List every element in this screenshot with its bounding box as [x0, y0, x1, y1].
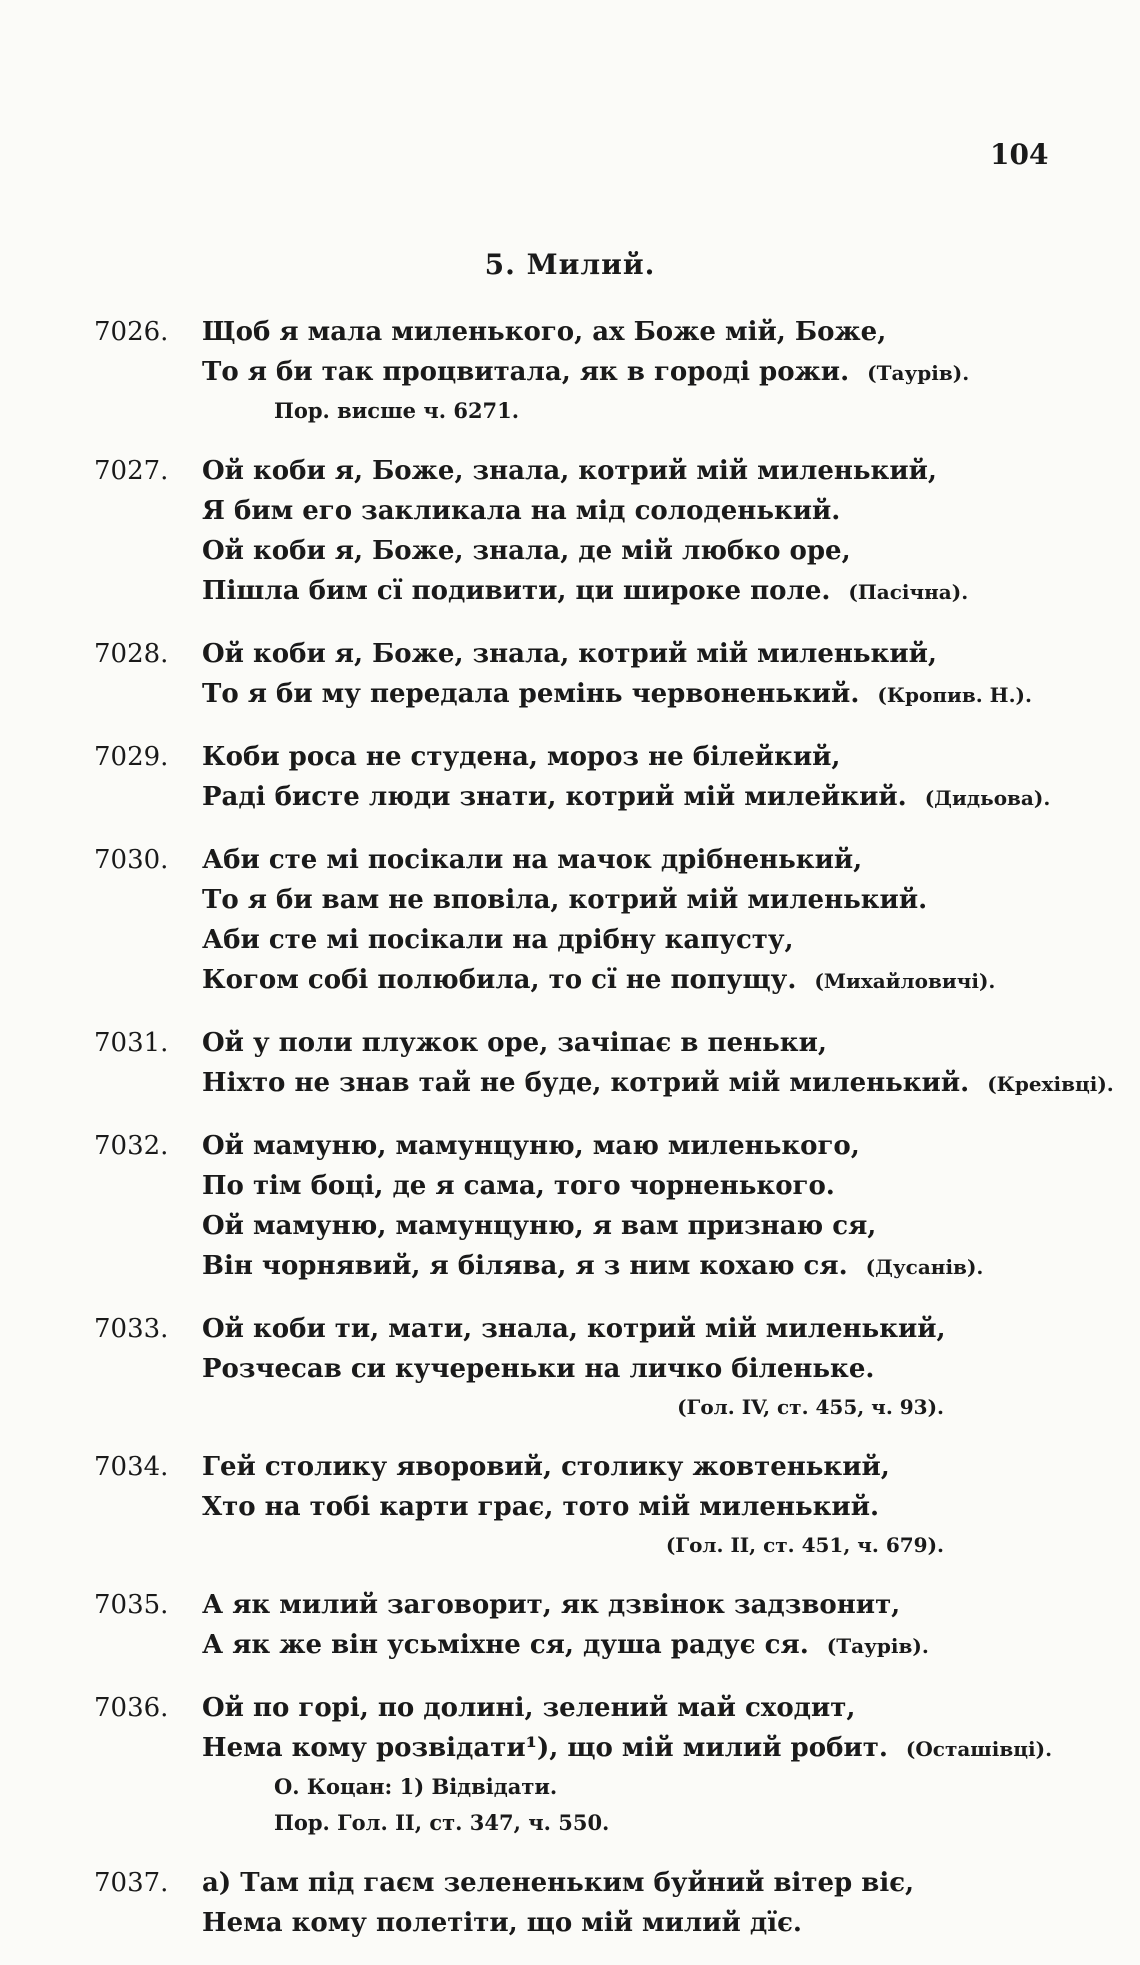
verse-line	[202, 777, 1054, 818]
song-entry	[94, 1447, 1054, 1563]
verse-text: А як же він усьміхне ся, душа радує ся.	[202, 1630, 809, 1660]
verse-text: Хто на тобі карти грає, тото мій миленький.	[202, 1492, 880, 1522]
verse-line	[202, 1487, 1054, 1527]
verse-text: Я бим его закликала на мід солоденький.	[202, 496, 841, 526]
verse-text: Когом собі полюбила, то сї не попущу.	[202, 965, 797, 995]
entry-number: 7036.	[94, 1693, 169, 1723]
verse-text: а) Там під гаєм зелененьким буйний вітер віє,	[202, 1868, 915, 1898]
entry-number: 7032.	[94, 1131, 169, 1161]
entry-number: 7035.	[94, 1590, 169, 1620]
verse-text: Ой коби я, Боже, знала, де мій любко оре,	[202, 536, 851, 566]
verse-text: Аби сте мі посікали на дрібну капусту,	[202, 925, 794, 955]
verse-text: По тім боці, де я сама, того чорненького.	[202, 1171, 835, 1201]
verse-line	[202, 1447, 1054, 1487]
entry-number: 7030.	[94, 845, 169, 875]
source-label: (Осташівці).	[905, 1737, 1053, 1761]
song-entry	[94, 1126, 1054, 1287]
entry-number: 7033.	[94, 1314, 169, 1344]
verse-line	[202, 1309, 1054, 1349]
verse-line	[202, 1063, 1114, 1104]
verse-line	[202, 737, 1054, 777]
verse-line	[202, 312, 1054, 352]
verse-line	[202, 1625, 1054, 1666]
page-number: 104	[990, 138, 1049, 171]
entry-number: 7037.	[94, 1868, 169, 1898]
verse-line	[202, 1349, 1054, 1389]
source-label: (Таурів).	[867, 361, 970, 385]
entry-number: 7027.	[94, 456, 169, 486]
verse-text: Щоб я мала миленького, ах Боже мій, Боже,	[202, 317, 887, 347]
source-label: (Крехівці).	[987, 1072, 1114, 1096]
verse-text: Пішла бим сї подивити, ци широке поле.	[202, 576, 831, 606]
song-list	[94, 312, 1114, 1965]
entry-note: О. Коцан: 1) Відвідати.	[274, 1774, 558, 1799]
verse-text: Нема кому розвідати¹), що мій милий робит.	[202, 1733, 888, 1763]
verse-line	[202, 674, 1054, 715]
verse-text: Розчесав си кучереньки на личко біленьке.	[202, 1354, 875, 1384]
entry-body	[202, 1863, 1054, 1943]
verse-text: Ніхто не знав тай не буде, котрий мій миленький.	[202, 1068, 970, 1098]
verse-text: То я би му передала ремінь червоненький.	[202, 679, 860, 709]
verse-line	[202, 1585, 1054, 1625]
song-entry	[94, 634, 1054, 715]
verse-text: То я би вам не вповіла, котрий мій миленький.	[202, 885, 928, 915]
entry-body	[202, 1023, 1114, 1104]
source-label: (Кропив. Н.).	[877, 683, 1032, 707]
verse-line	[202, 571, 1054, 612]
entry-body	[202, 737, 1054, 818]
song-entry	[94, 737, 1054, 818]
entry-body	[202, 634, 1054, 715]
source-reference: (Гол. II, ст. 451, ч. 679).	[665, 1533, 944, 1557]
song-entry	[94, 1863, 1054, 1943]
verse-line	[202, 1728, 1054, 1769]
song-entry	[94, 1309, 1054, 1425]
verse-line	[202, 491, 1054, 531]
source-label: (Таурів).	[826, 1634, 929, 1658]
entry-number: 7028.	[94, 639, 169, 669]
entry-body	[202, 1585, 1054, 1666]
entry-note: Пор. висше ч. 6271.	[274, 398, 520, 423]
source-label: (Пасічна).	[848, 580, 969, 604]
song-entry	[94, 1023, 1114, 1104]
entry-body	[202, 1126, 1054, 1287]
source-label: (Дидьова).	[924, 786, 1051, 810]
verse-line	[202, 1903, 1054, 1943]
verse-line	[202, 1126, 1054, 1166]
entry-body	[202, 451, 1054, 612]
song-entry	[94, 1585, 1054, 1666]
verse-text: Раді бисте люди знати, котрий мій милейкий.	[202, 782, 907, 812]
verse-text: Ой мамуню, мамунцуню, я вам признаю ся,	[202, 1211, 877, 1241]
verse-line	[202, 1863, 1054, 1903]
entry-body	[202, 840, 1054, 1001]
verse-text: Ой коби ти, мати, знала, котрий мій миленький,	[202, 1314, 946, 1344]
entry-body	[202, 1447, 1054, 1563]
verse-line	[202, 1166, 1054, 1206]
verse-text: Гей столику яворовий, столику жовтенький,	[202, 1452, 890, 1482]
verse-text: Нема кому полетіти, що мій милий дїє.	[202, 1908, 802, 1938]
entry-note: Пор. Гол. II, ст. 347, ч. 550.	[274, 1810, 610, 1835]
verse-text: Ой мамуню, мамунцуню, маю миленького,	[202, 1131, 860, 1161]
verse-line	[202, 840, 1054, 880]
entry-number: 7029.	[94, 742, 169, 772]
verse-text: Ой коби я, Боже, знала, котрий мій миленький,	[202, 456, 937, 486]
verse-text: Ой у поли плужок оре, зачіпає в пеньки,	[202, 1028, 827, 1058]
verse-line	[202, 1023, 1114, 1063]
verse-line	[202, 1688, 1054, 1728]
song-entry	[94, 1688, 1054, 1841]
verse-line	[202, 451, 1054, 491]
verse-text: Ой коби я, Боже, знала, котрий мій миленький,	[202, 639, 937, 669]
verse-line	[202, 634, 1054, 674]
verse-line	[202, 1206, 1054, 1246]
entry-body	[202, 1688, 1054, 1841]
entry-number: 7026.	[94, 317, 169, 347]
source-reference: (Гол. IV, ст. 455, ч. 93).	[677, 1395, 944, 1419]
entry-number: 7034.	[94, 1452, 169, 1482]
song-entry	[94, 840, 1054, 1001]
verse-text: Ой по горі, по долині, зелений май сходит,	[202, 1693, 856, 1723]
section-title: 5. Милий.	[484, 248, 656, 281]
verse-text: Коби роса не студена, мороз не білейкий,	[202, 742, 841, 772]
verse-line	[202, 960, 1054, 1001]
verse-text: Аби сте мі посікали на мачок дрібненький,	[202, 845, 863, 875]
verse-line	[202, 880, 1054, 920]
entry-body	[202, 312, 1054, 429]
verse-line	[202, 920, 1054, 960]
source-label: (Михайловичі).	[814, 969, 996, 993]
song-entry	[94, 451, 1054, 612]
verse-text: То я би так процвитала, як в городі рожи.	[202, 357, 850, 387]
verse-line	[202, 1246, 1054, 1287]
verse-text: Він чорнявий, я білява, я з ним кохаю ся.	[202, 1251, 848, 1281]
source-label: (Дусанів).	[865, 1255, 984, 1279]
verse-line	[202, 531, 1054, 571]
verse-line	[202, 352, 1054, 393]
song-entry	[94, 312, 1054, 429]
entry-number: 7031.	[94, 1028, 169, 1058]
verse-text: А як милий заговорит, як дзвінок задзвонит,	[202, 1590, 901, 1620]
entry-body	[202, 1309, 1054, 1425]
